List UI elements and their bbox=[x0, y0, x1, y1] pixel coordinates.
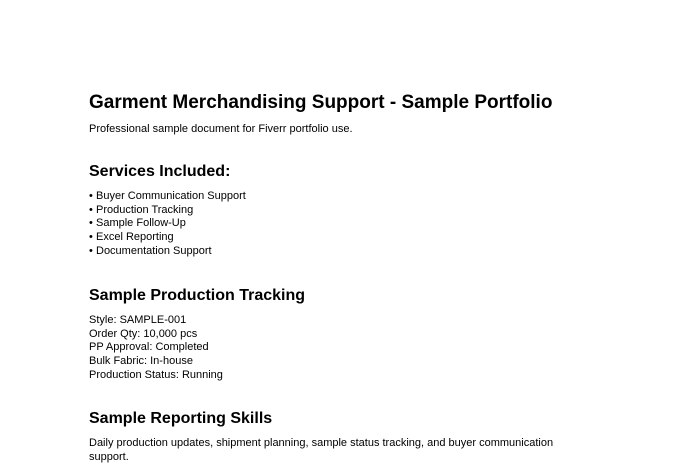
services-heading: Services Included: bbox=[89, 163, 231, 180]
bullet-icon: • bbox=[89, 244, 93, 257]
tracking-details bbox=[89, 314, 223, 383]
list-item bbox=[89, 217, 246, 231]
tracking-production-status: Production Status: Running bbox=[89, 368, 223, 381]
list-item bbox=[89, 231, 246, 245]
bullet-icon: • bbox=[89, 231, 93, 244]
document-title: Garment Merchandising Support - Sample Portfolio bbox=[89, 92, 553, 113]
document-subtitle: Professional sample document for Fiverr portfolio use. bbox=[89, 123, 353, 135]
service-item-label: Buyer Communication Support bbox=[96, 190, 246, 202]
tracking-pp-approval: PP Approval: Completed bbox=[89, 341, 209, 354]
tracking-heading: Sample Production Tracking bbox=[89, 287, 306, 304]
tracking-order-qty: Order Qty: 10,000 pcs bbox=[89, 327, 198, 340]
skills-heading: Sample Reporting Skills bbox=[89, 410, 273, 427]
service-item-label: Production Tracking bbox=[96, 203, 194, 216]
list-item bbox=[89, 245, 246, 259]
list-item bbox=[89, 190, 246, 204]
service-item-label: Documentation Support bbox=[96, 244, 212, 257]
tracking-style: Style: SAMPLE-001 bbox=[89, 314, 187, 326]
bullet-icon: • bbox=[89, 190, 93, 202]
bullet-icon: • bbox=[89, 203, 93, 216]
services-list bbox=[89, 190, 246, 259]
skills-paragraph: Daily production updates, shipment planning, sample status tracking, and buyer communication support. bbox=[89, 437, 554, 463]
bullet-icon: • bbox=[89, 217, 93, 230]
list-item bbox=[89, 204, 246, 218]
service-item-label: Sample Follow-Up bbox=[96, 217, 186, 230]
tracking-bulk-fabric: Bulk Fabric: In-house bbox=[89, 355, 193, 368]
service-item-label: Excel Reporting bbox=[96, 231, 174, 244]
